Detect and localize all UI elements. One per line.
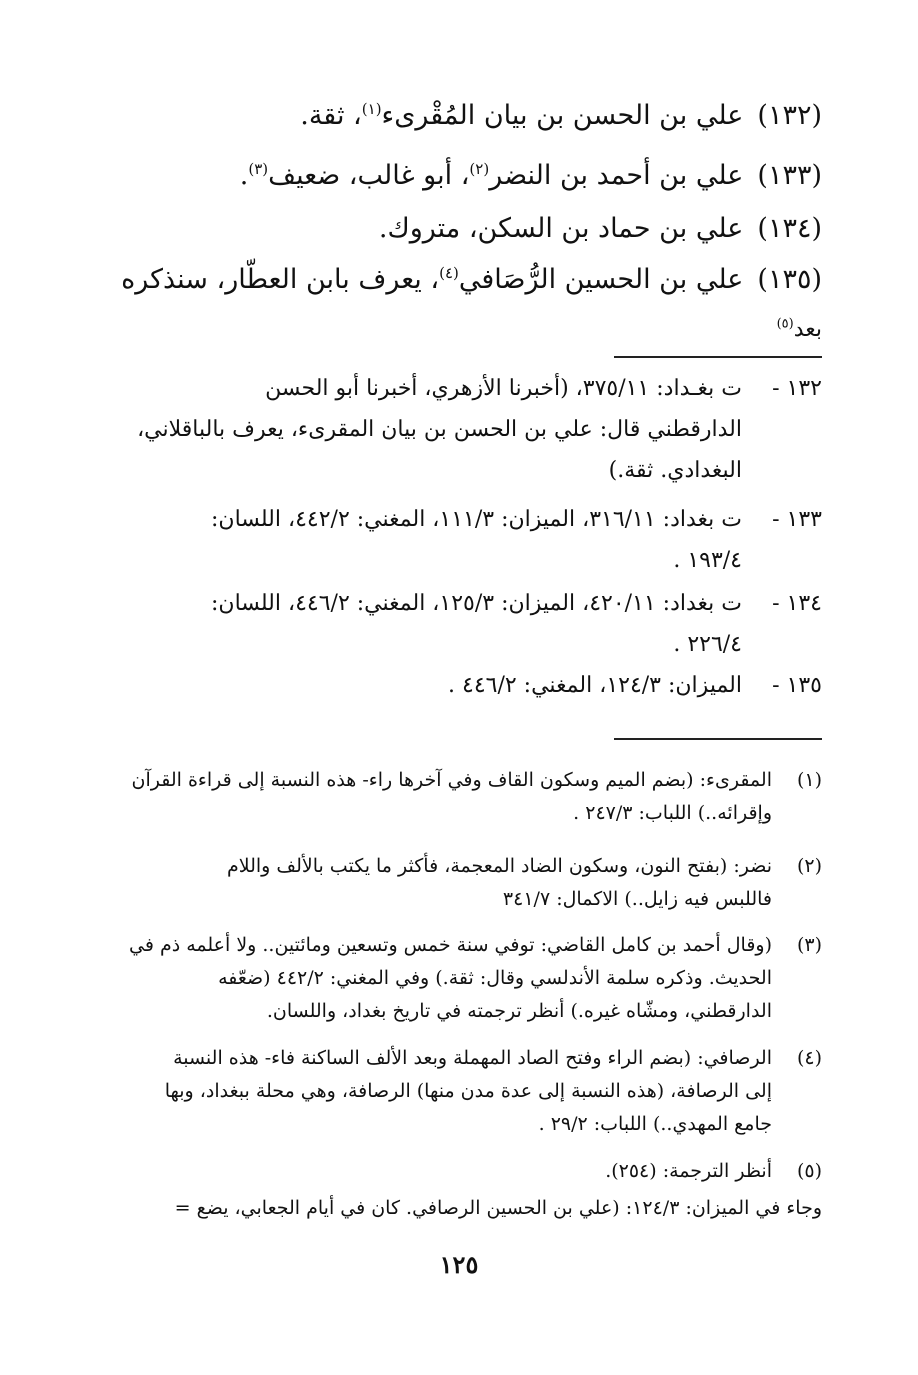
entry-number: (١٣٣)	[757, 160, 822, 191]
source-line: الدارقطني قال: علي بن الحسن بن بيان المقرىء، يعرف بالباقلاني،	[137, 417, 742, 442]
footnote-line: فاللبس فيه زايل..) الاكمال: ٣٤١/٧	[502, 888, 772, 910]
footnote-line: نضر: (بفتح النون، وسكون الضاد المعجمة، فأكثر ما يكتب بالألف واللام	[227, 855, 772, 877]
footnote-ref: (٣)	[248, 160, 269, 178]
entry-132	[122, 88, 822, 144]
footnote-line: الدارقطني، ومشّاه غيره.) أنظر ترجمته في تاريخ بغداد، واللسان.	[266, 1000, 772, 1022]
entry-text: علي بن أحمد بن النضر	[489, 160, 744, 191]
source-line: ت بغـداد: ٣٧٥/١١، (أخبرنا الأزهري، أخبرنا أبو الحسن	[265, 376, 742, 401]
entry-text: علي بن الحسن بن بيان المُقْرىء	[381, 100, 744, 131]
footnote-line: (وقال أحمد بن كامل القاضي: توفي سنة خمس وتسعين ومائتين.. ولا أعلمه ذم في	[128, 934, 772, 956]
source-number: ١٣٥ -	[772, 673, 822, 698]
footnote-ref: (١)	[361, 100, 382, 118]
source-135	[122, 665, 822, 706]
footnote-divider	[614, 738, 822, 740]
footnote-number: (٥)	[796, 1160, 822, 1182]
footnote-line: المقرىء: (بضم الميم وسكون القاف وفي آخرها راء- هذه النسبة إلى قراءة القرآن	[131, 769, 772, 791]
footnote-1	[122, 764, 822, 830]
footnote-ref: (٢)	[469, 160, 490, 178]
source-line: الميزان: ١٢٤/٣، المغني: ٤٤٦/٢ .	[448, 673, 742, 698]
footnote-2	[122, 850, 822, 916]
source-number: ١٣٣ -	[772, 507, 822, 532]
footnote-3	[122, 929, 822, 1028]
footnote-number: (٣)	[796, 934, 822, 956]
footnote-line: الرصافي: (بضم الراء وفتح الصاد المهملة وبعد الألف الساكنة فاء- هذه النسبة	[173, 1047, 772, 1069]
footnote-number: (١)	[796, 769, 822, 791]
footnote-line: إلى الرصافة، (هذه النسبة إلى عدة مدن منها) الرصافة، وهي محلة ببغداد، وبها	[164, 1080, 772, 1102]
footnote-line: وإقرائه..) اللباب: ٢٤٧/٣ .	[573, 802, 772, 824]
footnote-line: الحديث. وذكره سلمة الأندلسي وقال: ثقة.) وفي المغني: ٤٤٢/٢ (ضعّفه	[218, 967, 772, 989]
source-line: ٢٢٦/٤ .	[673, 632, 742, 657]
source-line: ١٩٣/٤ .	[673, 548, 742, 573]
entry-number: (١٣٢)	[757, 100, 822, 131]
footnote-4	[122, 1042, 822, 1141]
footnote-line: أنظر الترجمة: (٢٥٤).	[605, 1160, 772, 1182]
entry-number: (١٣٤)	[757, 213, 822, 244]
source-number: ١٣٢ -	[772, 376, 822, 401]
entry-text-tail: .	[239, 160, 249, 191]
footnote-ref: (٥)	[776, 316, 794, 332]
page-number: ١٢٥	[439, 1250, 479, 1279]
entry-134	[122, 201, 822, 257]
entry-text-tail: ، ثقة.	[300, 100, 362, 131]
footnote-5	[122, 1155, 822, 1188]
footnote-tail: وجاء في الميزان: ١٢٤/٣: (علي بن الحسين الرصافي. كان في أيام الجعابي، يضع =	[174, 1197, 822, 1219]
entry-135-continuation	[122, 310, 822, 350]
footnote-ref: (٤)	[439, 264, 459, 282]
entry-text: علي بن حماد بن السكن، متروك.	[378, 213, 744, 244]
section-divider	[614, 356, 822, 358]
footnote-line: جامع المهدي..) اللباب: ٢٩/٢ .	[538, 1113, 772, 1135]
source-132	[122, 368, 822, 491]
source-line: ت بغداد: ٤٢٠/١١، الميزان: ١٢٥/٣، المغني: ٤٤٦/٢، اللسان:	[211, 591, 742, 616]
continuation-text: بعد	[793, 317, 822, 342]
entry-number: (١٣٥)	[757, 264, 822, 295]
entry-135	[122, 252, 822, 308]
source-133	[122, 499, 822, 581]
entry-133	[122, 148, 822, 204]
entry-text-mid: ، أبو غالب، ضعيف	[268, 160, 470, 191]
source-line: البغدادي. ثقة.)	[608, 458, 742, 483]
footnote-number: (٤)	[796, 1047, 822, 1069]
entry-text: علي بن الحسين الرُّصَافي	[458, 264, 744, 295]
source-134	[122, 583, 822, 665]
source-line: ت بغداد: ٣١٦/١١، الميزان: ١١١/٣، المغني: ٤٤٢/٢، اللسان:	[211, 507, 742, 532]
entry-text-tail: ، يعرف بابن العطّار، سنذكره	[121, 264, 440, 295]
footnote-number: (٢)	[796, 855, 822, 877]
source-number: ١٣٤ -	[772, 591, 822, 616]
